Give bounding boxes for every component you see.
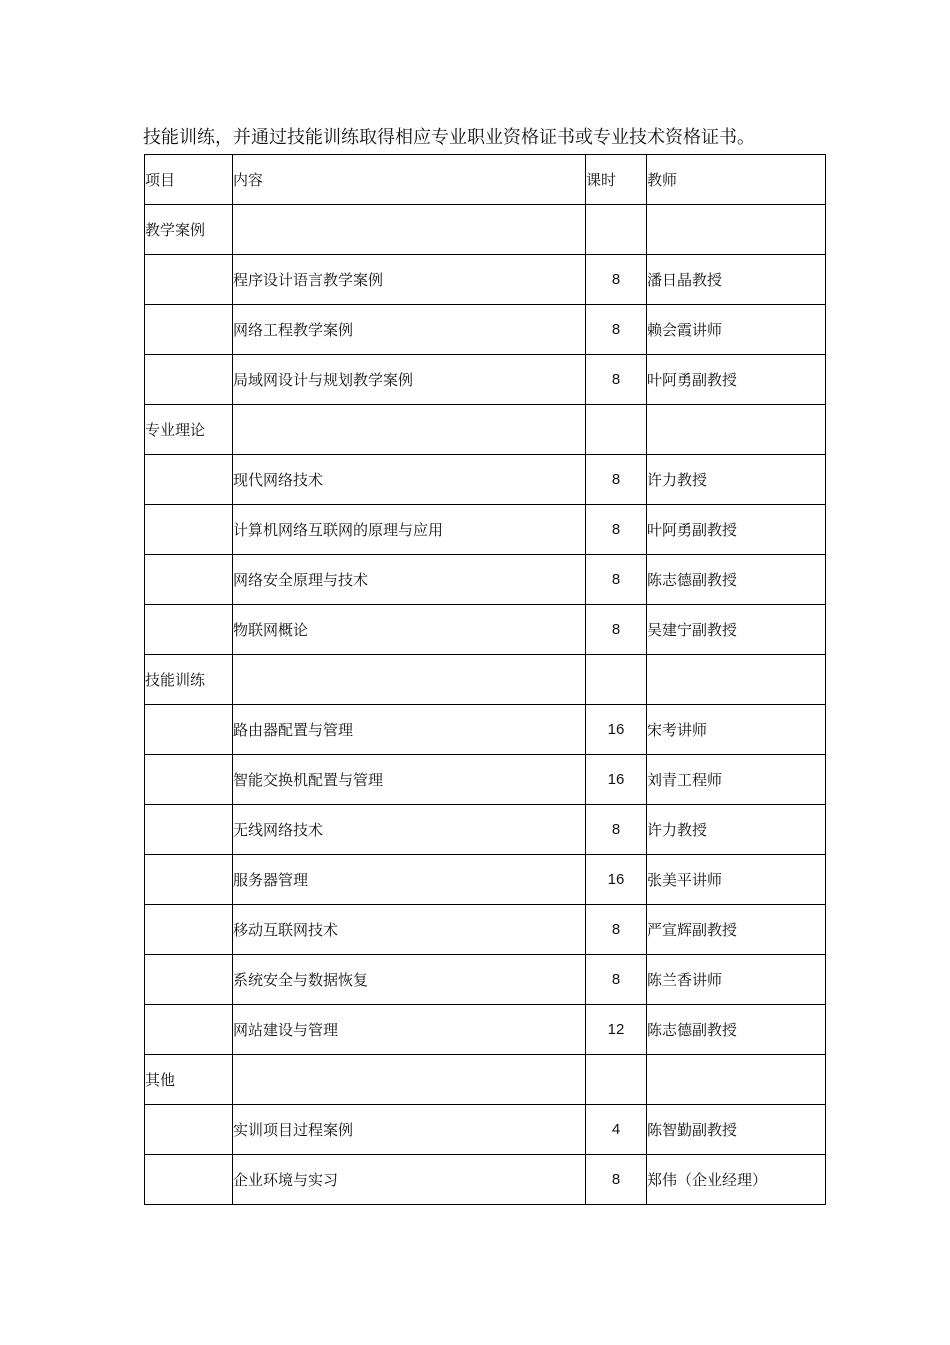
section-row (145, 405, 826, 455)
cell-item (145, 705, 233, 755)
cell-content: 网络安全原理与技术 (233, 555, 586, 605)
cell-hours: 16 (586, 705, 647, 755)
cell-hours: 8 (586, 555, 647, 605)
cell-item: 专业理论 (145, 405, 233, 455)
table-header-row (145, 155, 826, 205)
cell-content: 物联网概论 (233, 605, 586, 655)
cell-hours: 8 (586, 305, 647, 355)
cell-item (145, 1155, 233, 1205)
cell-teacher (647, 205, 826, 255)
cell-teacher: 陈志德副教授 (647, 555, 826, 605)
cell-hours: 16 (586, 855, 647, 905)
cell-item (145, 855, 233, 905)
cell-teacher: 陈志德副教授 (647, 1005, 826, 1055)
cell-hours (586, 405, 647, 455)
cell-teacher: 陈智勤副教授 (647, 1105, 826, 1155)
cell-hours: 8 (586, 905, 647, 955)
header-item: 项目 (145, 155, 233, 205)
cell-item (145, 905, 233, 955)
table-row (145, 305, 826, 355)
cell-teacher: 叶阿勇副教授 (647, 355, 826, 405)
cell-item: 其他 (145, 1055, 233, 1105)
cell-content: 局域网设计与规划教学案例 (233, 355, 586, 405)
table-row (145, 805, 826, 855)
table-row (145, 255, 826, 305)
cell-item (145, 755, 233, 805)
cell-hours (586, 1055, 647, 1105)
cell-hours: 8 (586, 505, 647, 555)
cell-teacher: 宋考讲师 (647, 705, 826, 755)
table-row (145, 605, 826, 655)
cell-teacher: 许力教授 (647, 455, 826, 505)
cell-teacher (647, 405, 826, 455)
cell-hours: 12 (586, 1005, 647, 1055)
cell-hours (586, 205, 647, 255)
section-row (145, 1055, 826, 1105)
cell-item (145, 255, 233, 305)
cell-item (145, 805, 233, 855)
cell-teacher: 刘青工程师 (647, 755, 826, 805)
table-row (145, 705, 826, 755)
cell-teacher: 许力教授 (647, 805, 826, 855)
intro-paragraph: 技能训练，并通过技能训练取得相应专业职业资格证书或专业技术资格证书。 (143, 127, 755, 148)
cell-teacher: 郑伟（企业经理） (647, 1155, 826, 1205)
cell-content: 无线网络技术 (233, 805, 586, 855)
cell-content: 路由器配置与管理 (233, 705, 586, 755)
cell-item (145, 455, 233, 505)
cell-content (233, 205, 586, 255)
cell-teacher (647, 1055, 826, 1105)
table-row (145, 755, 826, 805)
table-body (145, 205, 826, 1205)
course-schedule-table (144, 154, 826, 1205)
cell-hours: 8 (586, 955, 647, 1005)
table-row (145, 455, 826, 505)
cell-hours: 8 (586, 455, 647, 505)
header-hours: 课时 (586, 155, 647, 205)
cell-hours: 8 (586, 255, 647, 305)
table-row (145, 955, 826, 1005)
header-content: 内容 (233, 155, 586, 205)
cell-teacher: 赖会霞讲师 (647, 305, 826, 355)
cell-item (145, 555, 233, 605)
cell-content: 网络工程教学案例 (233, 305, 586, 355)
cell-teacher: 潘日晶教授 (647, 255, 826, 305)
cell-hours: 8 (586, 355, 647, 405)
cell-teacher (647, 655, 826, 705)
cell-item (145, 355, 233, 405)
cell-item (145, 1105, 233, 1155)
cell-content: 程序设计语言教学案例 (233, 255, 586, 305)
cell-item: 技能训练 (145, 655, 233, 705)
cell-content: 服务器管理 (233, 855, 586, 905)
cell-content: 网站建设与管理 (233, 1005, 586, 1055)
section-row (145, 655, 826, 705)
cell-teacher: 陈兰香讲师 (647, 955, 826, 1005)
cell-item (145, 505, 233, 555)
cell-hours: 4 (586, 1105, 647, 1155)
cell-hours: 16 (586, 755, 647, 805)
cell-content: 系统安全与数据恢复 (233, 955, 586, 1005)
cell-item (145, 1005, 233, 1055)
cell-content (233, 655, 586, 705)
cell-content: 计算机网络互联网的原理与应用 (233, 505, 586, 555)
section-row (145, 205, 826, 255)
cell-item (145, 955, 233, 1005)
cell-item: 教学案例 (145, 205, 233, 255)
cell-hours: 8 (586, 805, 647, 855)
table-row (145, 1155, 826, 1205)
cell-content: 企业环境与实习 (233, 1155, 586, 1205)
table-row (145, 855, 826, 905)
cell-content (233, 1055, 586, 1105)
cell-content (233, 405, 586, 455)
cell-content: 实训项目过程案例 (233, 1105, 586, 1155)
table-row (145, 355, 826, 405)
cell-content: 智能交换机配置与管理 (233, 755, 586, 805)
cell-content: 移动互联网技术 (233, 905, 586, 955)
cell-hours: 8 (586, 605, 647, 655)
cell-item (145, 605, 233, 655)
cell-teacher: 张美平讲师 (647, 855, 826, 905)
cell-hours: 8 (586, 1155, 647, 1205)
table-row (145, 555, 826, 605)
header-teacher: 教师 (647, 155, 826, 205)
cell-item (145, 305, 233, 355)
table-row (145, 1005, 826, 1055)
cell-hours (586, 655, 647, 705)
table-row (145, 505, 826, 555)
table-row (145, 905, 826, 955)
cell-teacher: 吴建宁副教授 (647, 605, 826, 655)
cell-content: 现代网络技术 (233, 455, 586, 505)
cell-teacher: 严宣辉副教授 (647, 905, 826, 955)
cell-teacher: 叶阿勇副教授 (647, 505, 826, 555)
table-row (145, 1105, 826, 1155)
